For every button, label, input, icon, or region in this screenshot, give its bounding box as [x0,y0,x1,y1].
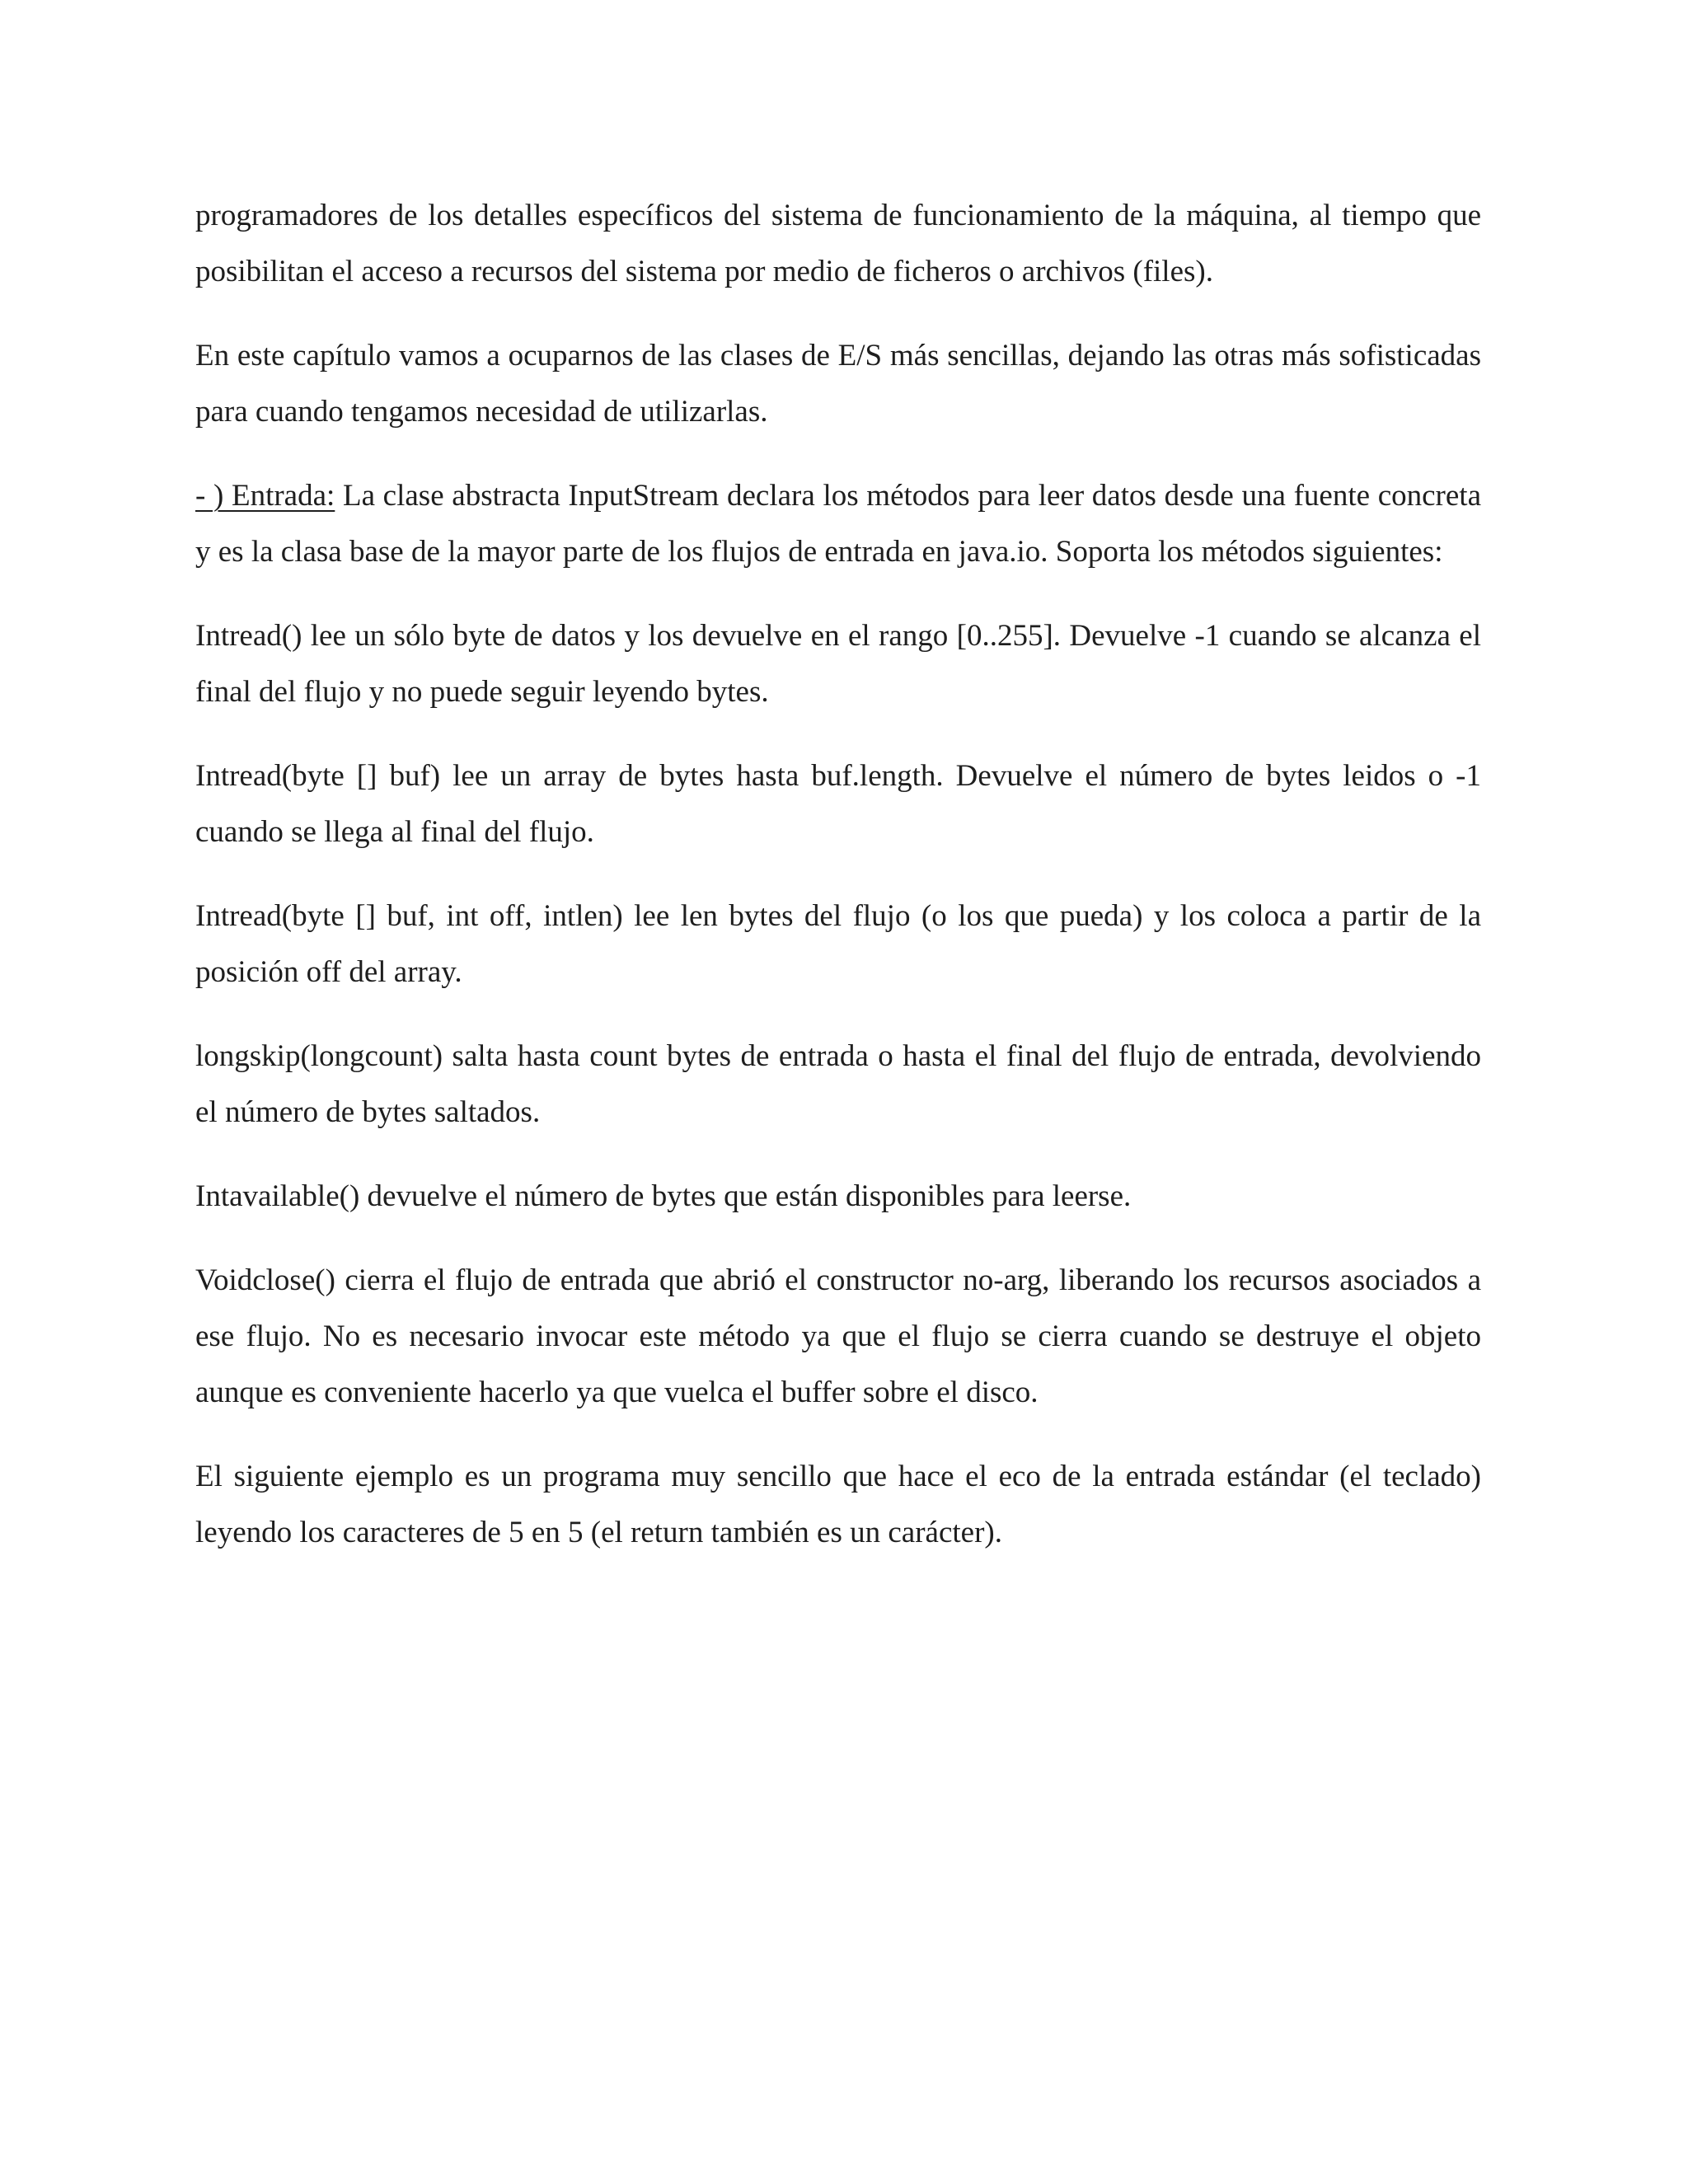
paragraph-method-read: Intread() lee un sólo byte de datos y los devuelve en el rango [0..255]. Devuelve -1 cuando se alcanza el final del flujo y no puede seguir leyendo bytes. [195,619,1481,709]
paragraph-example-intro: El siguiente ejemplo es un programa muy sencillo que hace el eco de la entrada estándar (el teclado) leyendo los caracteres de 5 en 5 (el return también es un carácter). [195,1460,1481,1549]
paragraph-intro-continuation: programadores de los detalles específicos del sistema de funcionamiento de la máquina, al tiempo que posibilitan el acceso a recursos del sistema por medio de ficheros o archivos (files). [195,199,1481,288]
paragraph-method-close: Voidclose() cierra el flujo de entrada que abrió el constructor no-arg, liberando los recursos asociados a ese flujo. No es necesario invocar este método ya que el flujo se cierra cuando se destruye el objeto aunque es conveniente hacerlo ya que vuelca el buffer sobre el disco. [195,1263,1481,1409]
paragraph-method-available: Intavailable() devuelve el número de bytes que están disponibles para leerse. [195,1179,1132,1213]
paragraph-method-read-buf-off-len: Intread(byte [] buf, int off, intlen) lee len bytes del flujo (o los que pueda) y los coloca a partir de la posición off del array. [195,899,1481,989]
paragraph-entrada-text: La clase abstracta InputStream declara los métodos para leer datos desde una fuente concreta y es la clasa base de la mayor parte de los flujos de entrada en java.io. Soporta los métodos siguientes: [195,479,1481,569]
paragraph-method-skip: longskip(longcount) salta hasta count bytes de entrada o hasta el final del flujo de entrada, devolviendo el número de bytes saltados. [195,1039,1481,1129]
paragraph-chapter-scope: En este capítulo vamos a ocuparnos de las clases de E/S más sencillas, dejando las otras más sofisticadas para cuando tengamos necesidad de utilizarlas. [195,339,1481,429]
paragraph-method-read-buf: Intread(byte [] buf) lee un array de bytes hasta buf.length. Devuelve el número de bytes leidos o -1 cuando se llega al final del flujo. [195,759,1481,849]
body-text [195,188,1481,1589]
paragraph-entrada [195,468,1481,580]
section-heading-entrada: - ) Entrada: [195,479,335,513]
